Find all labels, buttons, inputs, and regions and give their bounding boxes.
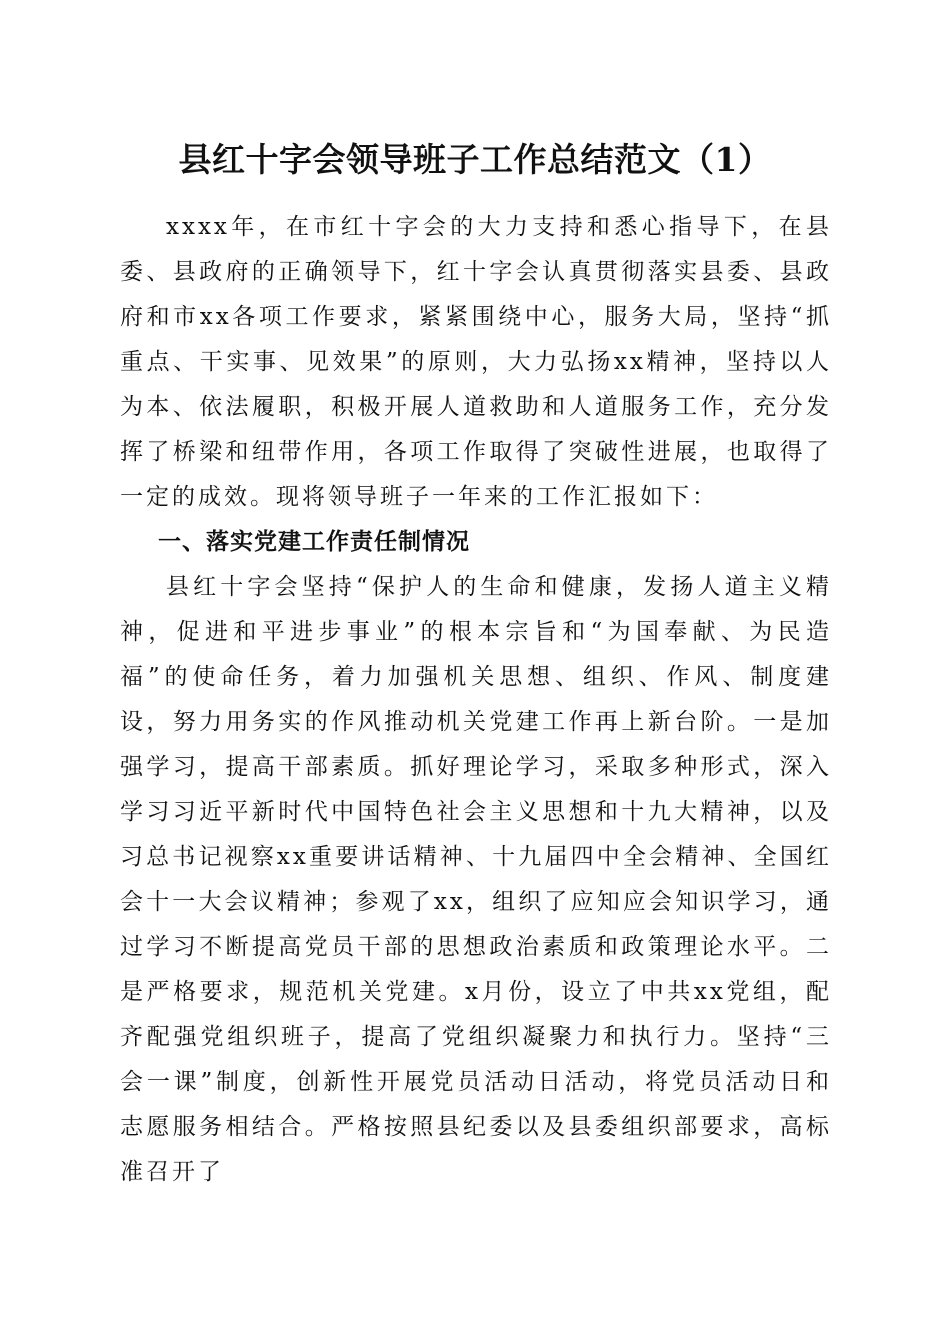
document-title: 县红十字会领导班子工作总结范文（1） bbox=[178, 140, 772, 179]
intro-paragraph: xxxx年，在市红十字会的大力支持和悉心指导下，在县委、县政府的正确领导下，红十字会认真贯彻落实县委、县政府和市xx各项工作要求，紧紧围绕中心，服务大局，坚持“抓重点、干实事、见效果”的原则，大力弘扬xx精神，坚持以人为本、依法履职，积极开展人道救助和人道服务工作，充分发挥了桥梁和纽带作用，各项工作取得了突破性进展，也取得了一定的成效。现将领导班子一年来的工作汇报如下： bbox=[120, 214, 832, 510]
section-heading-1: 一、落实党建工作责任制情况 bbox=[158, 529, 470, 555]
section-1-paragraph: 县红十字会坚持“保护人的生命和健康，发扬人道主义精神，促进和平进步事业”的根本宗旨和“为国奉献、为民造福”的使命任务，着力加强机关思想、组织、作风、制度建设，努力用务实的作风推动机关党建工作再上新台阶。一是加强学习，提高干部素质。抓好理论学习，采取多种形式，深入学习习近平新时代中国特色社会主义思想和十九大精神，以及习总书记视察xx重要讲话精神、十九届四中全会精神、全国红会十一大会议精神；参观了xx，组织了应知应会知识学习，通过学习不断提高党员干部的思想政治素质和政策理论水平。二是严格要求，规范机关党建。x月份，设立了中共xx党组，配齐配强党组织班子，提高了党组织凝聚力和执行力。坚持“三会一课”制度，创新性开展党员活动日活动，将党员活动日和志愿服务相结合。严格按照县纪委以及县委组织部要求，高标准召开了 bbox=[120, 574, 832, 1185]
document-body bbox=[120, 205, 832, 1195]
